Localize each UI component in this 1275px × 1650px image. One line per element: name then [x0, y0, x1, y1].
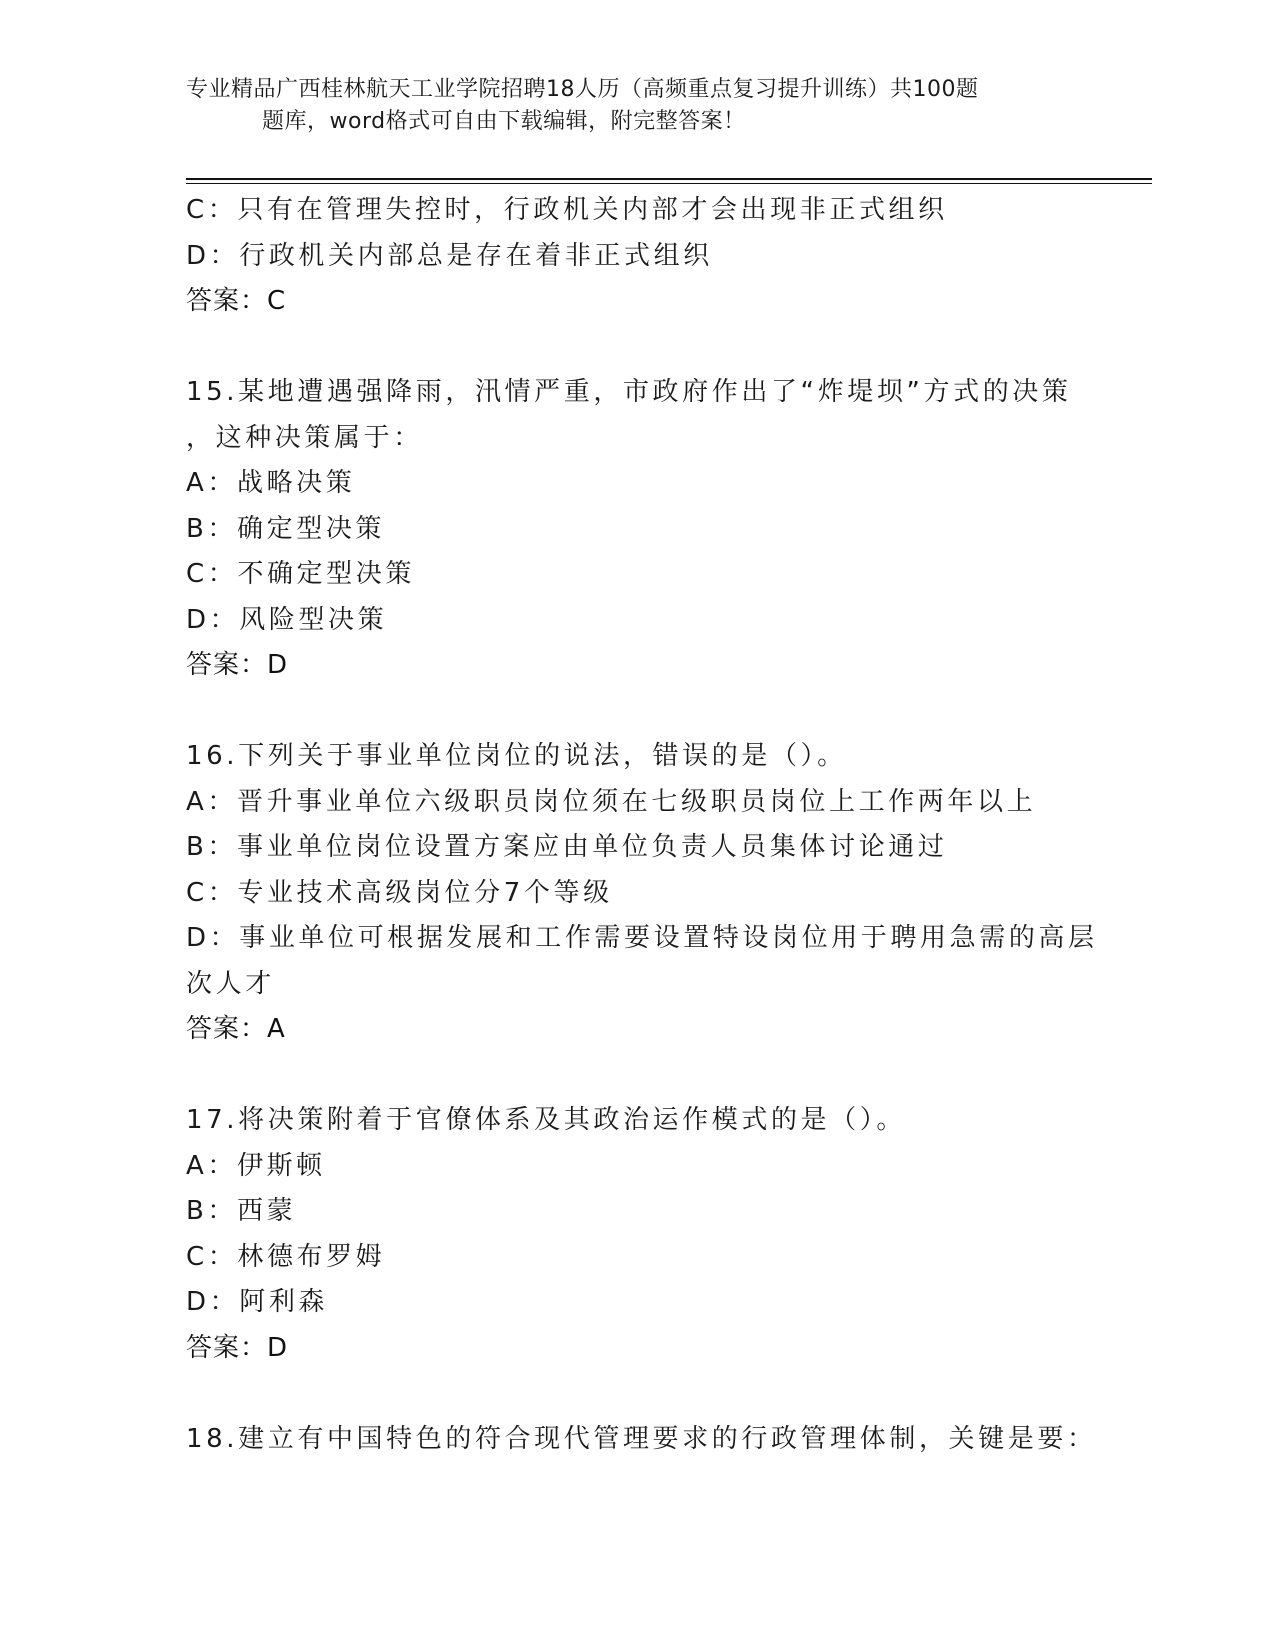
document-header	[186, 74, 1066, 138]
q16-answer: 答案：A	[186, 1014, 286, 1044]
q16-option-c: C：专业技术高级岗位分7个等级	[186, 877, 613, 908]
q17-option-a: A：伊斯顿	[186, 1150, 326, 1181]
spacer	[186, 325, 1086, 371]
q14-option-d: D：行政机关内部总是存在着非正式组织	[186, 240, 713, 271]
q14-option-c: C：只有在管理失控时，行政机关内部才会出现非正式组织	[186, 195, 948, 225]
q16-stem: 16.下列关于事业单位岗位的说法，错误的是（）。	[186, 741, 847, 771]
q16-option-b: B：事业单位岗位设置方案应由单位负责人员集体讨论通过	[186, 832, 948, 862]
q15-option-c: C：不确定型决策	[186, 559, 415, 589]
q15-stem-line-1: 15.某地遭遇强降雨，汛情严重，市政府作出了“炸堤坝”方式的决策	[186, 377, 1072, 407]
spacer	[186, 1053, 1086, 1099]
q17-answer: 答案：D	[186, 1332, 289, 1363]
q17-stem: 17.将决策附着于官僚体系及其政治运作模式的是（）。	[186, 1105, 906, 1135]
q17-option-c: C：林德布罗姆	[186, 1241, 386, 1272]
spacer	[186, 1371, 1086, 1417]
header-line-2: 题库，word格式可自由下载编辑，附完整答案！	[262, 109, 746, 134]
q15-option-b: B：确定型决策	[186, 513, 386, 544]
header-rule-thick	[186, 178, 1152, 180]
header-rule-thin	[186, 183, 1152, 184]
q15-option-a: A：战略决策	[186, 468, 356, 498]
q17-option-b: B：西蒙	[186, 1196, 297, 1226]
document-body	[186, 188, 1098, 1462]
q15-stem-line-2: ，这种决策属于：	[186, 422, 423, 453]
spacer	[186, 689, 1086, 735]
q15-answer: 答案：D	[186, 650, 289, 680]
q15-option-d: D：风险型决策	[186, 604, 388, 635]
q14-answer: 答案：C	[186, 286, 287, 316]
q17-option-d: D：阿利森	[186, 1287, 329, 1317]
q16-option-a: A：晋升事业单位六级职员岗位须在七级职员岗位上工作两年以上	[186, 786, 1037, 817]
q16-option-d-line-1: D：事业单位可根据发展和工作需要设置特设岗位用于聘用急需的高层	[186, 923, 1098, 953]
q16-option-d-line-2: 次人才	[186, 968, 275, 999]
header-line-1: 专业精品广西桂林航天工业学院招聘18人历（高频重点复习提升训练）共100题	[186, 77, 979, 102]
q18-stem: 18.建立有中国特色的符合现代管理要求的行政管理体制，关键是要：	[186, 1423, 1097, 1454]
